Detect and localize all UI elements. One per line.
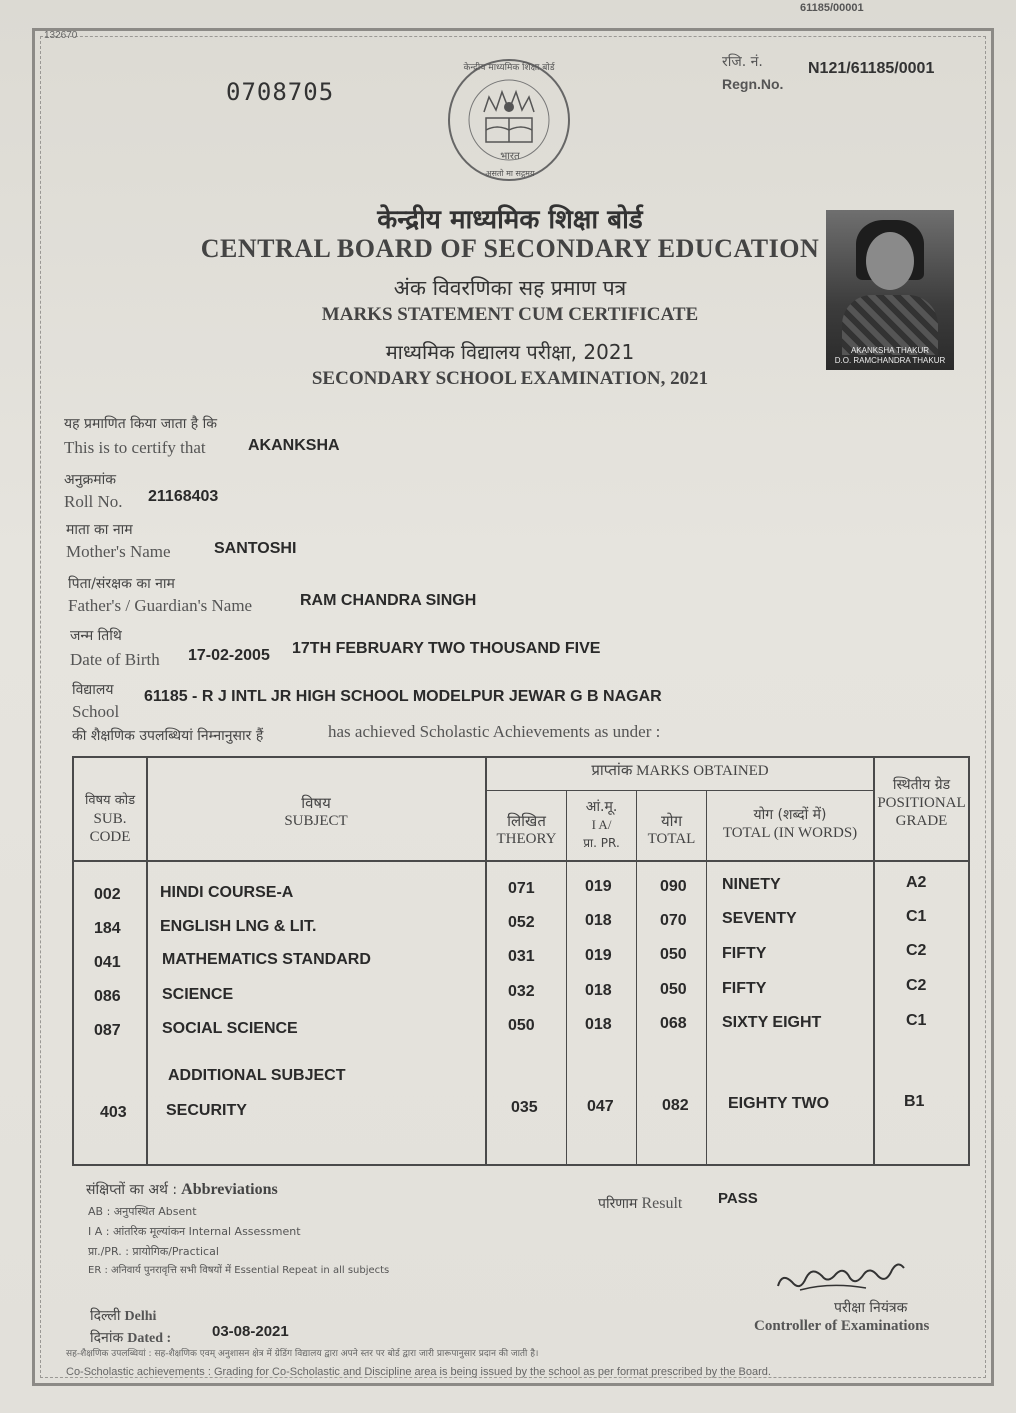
student-name: AKANKSHA bbox=[248, 437, 340, 454]
roll-label: Roll No. bbox=[64, 492, 123, 511]
photo-caption-name: AKANKSHA THAKUR bbox=[850, 346, 930, 355]
header-ia-pr: आं.मू. I A/ प्रा. PR. bbox=[583, 799, 620, 850]
mother-name: SANTOSHI bbox=[214, 540, 297, 557]
header-total: योग TOTAL bbox=[647, 812, 696, 847]
mother-label-hindi: माता का नाम bbox=[66, 522, 133, 538]
seal-top-text: केन्द्रीय माध्यमिक शिक्षा बोर्ड bbox=[463, 63, 555, 73]
header-marks-obtained: प्राप्तांक MARKS OBTAINED bbox=[591, 763, 769, 779]
document-title-hindi: अंक विवरणिका सह प्रमाण पत्र bbox=[393, 276, 627, 300]
place: दिल्ली Delhi bbox=[90, 1308, 157, 1324]
regn-label-hindi: रजि. नं. bbox=[722, 54, 763, 70]
controller-label-hindi: परीक्षा नियंत्रक bbox=[834, 1300, 908, 1316]
dob-label-hindi: जन्म तिथि bbox=[70, 628, 122, 644]
board-name: CENTRAL BOARD OF SECONDARY EDUCATION bbox=[200, 234, 820, 263]
photo-caption-parent: D.O. RAMCHANDRA THAKUR bbox=[834, 356, 946, 365]
corner-serial: 132670 bbox=[44, 30, 78, 41]
header-code: विषय कोड SUB. CODE bbox=[84, 793, 136, 845]
dob-value: 17-02-2005 bbox=[188, 647, 270, 664]
top-ref-number: 61185/00001 bbox=[800, 2, 864, 14]
exam-title-hindi: माध्यमिक विद्यालय परीक्षा, 2021 bbox=[385, 340, 635, 364]
document-title: MARKS STATEMENT CUM CERTIFICATE bbox=[321, 304, 699, 325]
father-label-hindi: पिता/संरक्षक का नाम bbox=[68, 576, 175, 592]
regn-label: Regn.No. bbox=[722, 76, 784, 92]
achieved-hindi: की शैक्षणिक उपलब्धियां निम्नानुसार हैं bbox=[72, 728, 264, 744]
header-subject: विषय SUBJECT bbox=[284, 794, 348, 829]
school-name: 61185 - R J INTL JR HIGH SCHOOL MODELPUR JEWAR G B NAGAR bbox=[144, 688, 662, 705]
dob-label: Date of Birth bbox=[70, 650, 160, 669]
mother-label: Mother's Name bbox=[66, 542, 171, 561]
roll-label-hindi: अनुक्रमांक bbox=[64, 472, 116, 488]
seal-motto: असतो मा सद्गमय bbox=[485, 169, 535, 178]
certificate-sheet: 61185/00001 132670 0708705 रजि. नं. Regn.No. N121/61185/0001 केन्द्रीय माध्यमिक शिक्षा बोर्ड भारत असतो मा सद्गमय AKANKSHA THAKUR D.O. RAMCHANDRA THAKUR केन्द्रीय माध्यमिक शिक्षा बोर्ड CENTRAL BOARD OF SECONDARY EDUCATION अंक विवरणिका सह प्रमाण पत्र MARKS STATEMENT CUM CERTIFICATE माध्यमिक विद्यालय परीक्षा, 2021 SECONDARY SCHOOL EXAMINATION, 2021 यह प्रमाणित किया जाता है कि This is to certify that AKANKSHA अनुक्रमांक Roll No. 21168403 माता का नाम Mother's Name SANTOSHI पिता/संरक्षक का नाम Father's / Guardian's Name RAM CHANDRA SINGH जन्म तिथि Date of Birth 17-02-2005 17TH FEBRUARY TWO THOUSAND FIVE विद्यालय School 61185 - R J INTL JR HIGH SCHOOL MODELPUR JEWAR G B NAGAR की शैक्षणिक उपलब्धियां निम्नानुसार हैं has achieved Scholastic Achievements as under : विषय कोड SUB. CODE विषय SUBJECT प्राप्तांक MARKS OBTAINED लिखित THEORY आं.मू. I A/ प्रा. PR. योग TOTAL योग (शब्दों में) TOTAL (IN WORDS) स्थितीय ग्रेड POSITIONAL GRADE 002 HINDI COURSE-A 071 019 090 NINETY A2 184 ENGLISH LNG & LIT. 052 018 070 SEVENTY C1 041 MATHEMATICS STANDARD 031 019 050 FIFTY C2 086 SCIENCE 032 018 050 FIFTY C2 087 SOCIAL SCIENCE 050 018 068 SIXTY EIGHT C1 ADDITIONAL SUBJECT 403 SECURITY 035 047 082 EIGHTY TWO B1 संक्षिप्तों का अर्थ : Abbreviations AB : अनुपस्थित Absent I A : आंतरिक मूल्यांकन Internal Assessment प्रा./PR. : प्रायोगिक/Practical ER : अनिवार्य पुनरावृत्ति सभी विषयों में Essential Repeat in all subjects परिणाम Result PASS दिल्ली Delhi दिनांक Dated : 03-08-2021 परीक्षा नियंत्रक Controller of Examinations सह-शैक्षणिक उपलब्धियां : सह-शैक्षणिक एवम् अनुशासन क्षेत्र में ग्रेडिंग विद्यालय द्वारा अपने स्तर पर बोर्ड द्वारा जारी प्रारूपानुसार प्रदान की जाती है। Co-Scholastic achievements : Grading for Co-Scholastic and Discipline area is being issued by the school as per format prescribed by the Board. bbox=[0, 0, 1016, 1413]
dob-words: 17TH FEBRUARY TWO THOUSAND FIVE bbox=[292, 640, 601, 657]
result-label: परिणाम Result bbox=[598, 1195, 683, 1212]
additional-subject-label: ADDITIONAL SUBJECT bbox=[168, 1067, 346, 1084]
abbrev-er: ER : अनिवार्य पुनरावृत्ति सभी विषयों में Essential Repeat in all subjects bbox=[88, 1265, 390, 1276]
student-photo bbox=[826, 210, 954, 370]
seal-country: भारत bbox=[500, 151, 520, 162]
school-label: School bbox=[72, 702, 120, 721]
roll-number: 21168403 bbox=[148, 488, 219, 505]
abbrev-pr: प्रा./PR. : प्रायोगिक/Practical bbox=[88, 1245, 219, 1258]
result-value: PASS bbox=[718, 1190, 758, 1207]
abbrev-ia: I A : आंतरिक मूल्यांकन Internal Assessment bbox=[88, 1225, 301, 1238]
dated-value: 03-08-2021 bbox=[212, 1323, 289, 1340]
achieved-label: has achieved Scholastic Achievements as under : bbox=[328, 722, 661, 741]
dated-label: दिनांक Dated : bbox=[90, 1330, 172, 1346]
footer-note-hindi: सह-शैक्षणिक उपलब्धियां : सह-शैक्षणिक एवम् अनुशासन क्षेत्र में ग्रेडिंग विद्यालय द्वारा अपने स्तर पर बोर्ड द्वारा जारी प्रारूपानुसार प्रदान की जाती है। bbox=[66, 1349, 539, 1359]
header-grade: स्थितीय ग्रेड POSITIONAL GRADE bbox=[877, 777, 966, 829]
signature-icon bbox=[770, 1254, 920, 1304]
abbrev-ab: AB : अनुपस्थित Absent bbox=[88, 1205, 197, 1218]
regn-number: N121/61185/0001 bbox=[808, 60, 935, 77]
controller-label: Controller of Examinations bbox=[754, 1318, 930, 1334]
header-theory: लिखित THEORY bbox=[496, 812, 557, 847]
certificate-number: 0708705 bbox=[226, 78, 335, 106]
header-total-words: योग (शब्दों में) TOTAL (IN WORDS) bbox=[722, 807, 858, 841]
certify-label-hindi: यह प्रमाणित किया जाता है कि bbox=[64, 416, 218, 432]
footer-note: Co-Scholastic achievements : Grading for Co-Scholastic and Discipline area is being issued by the school as per format prescribed by the Board. bbox=[66, 1366, 771, 1378]
certify-label: This is to certify that bbox=[64, 438, 206, 457]
father-label: Father's / Guardian's Name bbox=[68, 596, 253, 615]
father-name: RAM CHANDRA SINGH bbox=[300, 592, 477, 609]
abbrev-title: संक्षिप्तों का अर्थ : Abbreviations bbox=[86, 1181, 278, 1198]
exam-title: SECONDARY SCHOOL EXAMINATION, 2021 bbox=[311, 368, 709, 389]
board-name-hindi: केन्द्रीय माध्यमिक शिक्षा बोर्ड bbox=[377, 205, 643, 235]
school-label-hindi: विद्यालय bbox=[72, 682, 114, 698]
